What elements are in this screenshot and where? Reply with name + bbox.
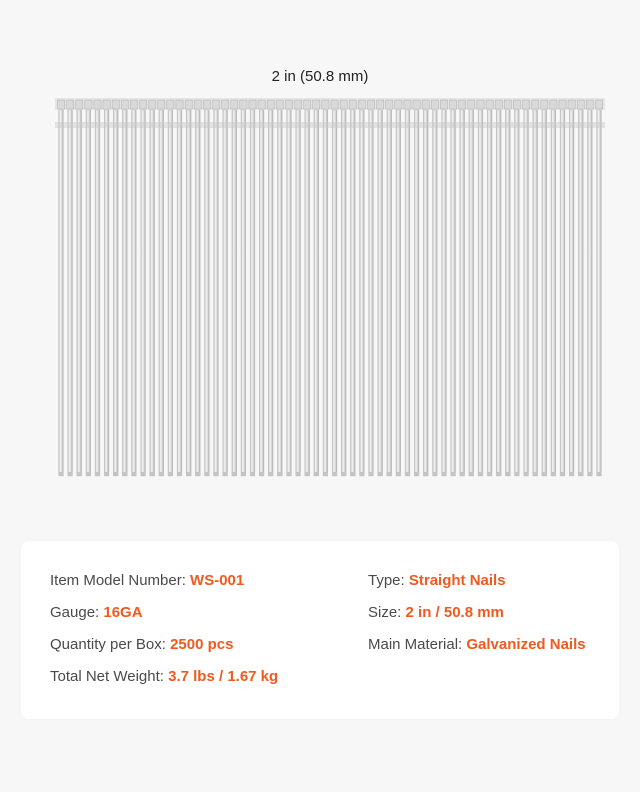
nail-shank <box>68 110 73 476</box>
nail-shank <box>122 110 127 476</box>
nail-head <box>504 100 511 109</box>
nail-shank <box>515 110 520 476</box>
nail-shank <box>305 110 310 476</box>
nail-shank <box>141 110 146 476</box>
nail-tip <box>132 472 137 476</box>
spec-label: Main Material: <box>368 636 467 653</box>
spec-value: 2 in / 50.8 mm <box>405 604 504 621</box>
nail-shank <box>59 110 64 476</box>
nail-tip <box>524 472 529 476</box>
nail-shank <box>205 110 210 476</box>
nail-tip <box>195 472 200 476</box>
nail-tip <box>141 472 146 476</box>
nail-head <box>240 100 247 109</box>
nail-tip <box>332 472 337 476</box>
nail-shank <box>159 110 164 476</box>
nail-tip <box>505 472 510 476</box>
nail-head <box>295 100 302 109</box>
nail-shank <box>487 110 492 476</box>
nail-head <box>258 100 265 109</box>
nail-shank <box>560 110 565 476</box>
nail-tip <box>305 472 310 476</box>
nail-shank <box>405 110 410 476</box>
spec-value: Galvanized Nails <box>466 636 586 653</box>
spec-value: WS-001 <box>190 572 245 589</box>
nail-tip <box>77 472 82 476</box>
nail-head <box>322 100 329 109</box>
nail-head <box>249 100 256 109</box>
nail-tip <box>314 472 319 476</box>
nail-head <box>386 100 393 109</box>
nail-shank <box>86 110 91 476</box>
nail-shank <box>195 110 200 476</box>
nail-head <box>523 100 530 109</box>
nail-shank <box>214 110 219 476</box>
nail-tip <box>268 472 273 476</box>
nail-tip <box>469 472 474 476</box>
spec-value: 16GA <box>103 604 143 621</box>
spec-label: Gauge: <box>50 604 104 621</box>
nail-shank <box>223 110 228 476</box>
nail-head <box>85 100 92 109</box>
nail-tip <box>214 472 219 476</box>
nail-tip <box>205 472 210 476</box>
nail-shank <box>268 110 273 476</box>
nail-head <box>185 100 192 109</box>
nail-tip <box>515 472 520 476</box>
nail-tip <box>378 472 383 476</box>
nail-head <box>121 100 128 109</box>
nail-shank <box>132 110 137 476</box>
nail-head <box>586 100 593 109</box>
nail-shank <box>451 110 456 476</box>
nail-head <box>304 100 311 109</box>
nail-tip <box>551 472 556 476</box>
spec-label: Size: <box>368 604 406 621</box>
nail-head <box>313 100 320 109</box>
nail-shank <box>597 110 602 476</box>
nail-shank <box>433 110 438 476</box>
nail-head <box>140 100 147 109</box>
nail-shank <box>77 110 82 476</box>
nail-head <box>231 100 238 109</box>
nail-shank <box>323 110 328 476</box>
nail-shank <box>277 110 282 476</box>
nail-head <box>222 100 229 109</box>
nail-tip <box>405 472 410 476</box>
nail-head <box>367 100 374 109</box>
nail-shank <box>232 110 237 476</box>
nail-shank <box>186 110 191 476</box>
nail-head <box>285 100 292 109</box>
dimension-label: 2 in (50.8 mm) <box>271 68 369 85</box>
nail-tip <box>150 472 155 476</box>
nail-tip <box>241 472 246 476</box>
nail-head <box>513 100 520 109</box>
nail-tip <box>277 472 282 476</box>
nail-tip <box>259 472 264 476</box>
nail-head <box>276 100 283 109</box>
spec-label: Item Model Number: <box>50 572 191 589</box>
spec-label: Total Net Weight: <box>50 668 169 685</box>
nail-shank <box>296 110 301 476</box>
spec-type <box>368 572 506 589</box>
spec-value: 2500 pcs <box>170 636 234 653</box>
nail-head <box>212 100 219 109</box>
nail-tip <box>387 472 392 476</box>
nail-shank <box>387 110 392 476</box>
nail-tip <box>487 472 492 476</box>
nail-head <box>486 100 493 109</box>
nail-head <box>158 100 165 109</box>
spec-value: 3.7 lbs / 1.67 kg <box>168 668 279 685</box>
nail-strip-image <box>55 96 605 482</box>
nail-shank <box>551 110 556 476</box>
nail-head <box>395 100 402 109</box>
specs-card <box>21 541 619 719</box>
spec-value: Straight Nails <box>408 572 506 589</box>
nail-tip <box>168 472 173 476</box>
nail-tip <box>460 472 465 476</box>
nail-head <box>57 100 64 109</box>
nail-tip <box>442 472 447 476</box>
nail-shank <box>505 110 510 476</box>
nail-head <box>167 100 174 109</box>
nail-tip <box>68 472 73 476</box>
nail-tip <box>560 472 565 476</box>
nail-shank <box>360 110 365 476</box>
nail-shank <box>369 110 374 476</box>
nail-head <box>577 100 584 109</box>
nail-shank <box>414 110 419 476</box>
nail-head <box>349 100 356 109</box>
nail-shank <box>341 110 346 476</box>
spec-label: Type: <box>368 572 409 589</box>
nail-shank <box>496 110 501 476</box>
nail-head <box>176 100 183 109</box>
nail-tip <box>104 472 109 476</box>
nail-tip <box>478 472 483 476</box>
nail-shank <box>314 110 319 476</box>
nail-shank <box>104 110 109 476</box>
nail-tip <box>59 472 64 476</box>
nail-tip <box>159 472 164 476</box>
nail-head <box>541 100 548 109</box>
nail-tip <box>396 472 401 476</box>
nail-head <box>103 100 110 109</box>
nail-tip <box>186 472 191 476</box>
nail-tip <box>177 472 182 476</box>
nail-tip <box>588 472 593 476</box>
nail-tip <box>95 472 100 476</box>
nail-head <box>422 100 429 109</box>
nail-tip <box>451 472 456 476</box>
nail-head <box>76 100 83 109</box>
nail-head <box>568 100 575 109</box>
nail-shank <box>442 110 447 476</box>
nail-shank <box>250 110 255 476</box>
nail-tip <box>423 472 428 476</box>
nail-head <box>532 100 539 109</box>
nail-tip <box>250 472 255 476</box>
nail-tip <box>350 472 355 476</box>
nail-head <box>67 100 74 109</box>
nail-shank <box>524 110 529 476</box>
nail-strip-icon <box>55 96 605 482</box>
nail-head <box>477 100 484 109</box>
nail-tip <box>569 472 574 476</box>
nail-tip <box>369 472 374 476</box>
nail-shank <box>113 110 118 476</box>
nail-head <box>358 100 365 109</box>
spec-label: Quantity per Box: <box>50 636 171 653</box>
nail-shank <box>588 110 593 476</box>
nail-shank <box>569 110 574 476</box>
nail-shank <box>332 110 337 476</box>
nail-shank <box>578 110 583 476</box>
nail-tip <box>433 472 438 476</box>
nail-head <box>413 100 420 109</box>
nail-head <box>203 100 210 109</box>
nail-shank <box>378 110 383 476</box>
nail-tip <box>496 472 501 476</box>
nail-head <box>194 100 201 109</box>
nail-head <box>331 100 338 109</box>
nail-head <box>94 100 101 109</box>
nail-shank <box>396 110 401 476</box>
nail-shank <box>150 110 155 476</box>
nail-head <box>130 100 137 109</box>
nail-shank <box>469 110 474 476</box>
spec-quantity <box>50 636 233 653</box>
nail-head <box>431 100 438 109</box>
nail-tip <box>597 472 602 476</box>
nail-head <box>440 100 447 109</box>
spec-net-weight <box>50 668 278 685</box>
nail-tip <box>232 472 237 476</box>
nail-head <box>550 100 557 109</box>
nail-tip <box>323 472 328 476</box>
nail-tip <box>287 472 292 476</box>
nail-shank <box>460 110 465 476</box>
collation-strip <box>55 122 605 128</box>
spec-size <box>368 604 504 621</box>
nail-head <box>404 100 411 109</box>
nail-shank <box>287 110 292 476</box>
nail-shank <box>350 110 355 476</box>
nail-shank <box>241 110 246 476</box>
nail-tip <box>414 472 419 476</box>
nail-shank <box>95 110 100 476</box>
nail-shank <box>168 110 173 476</box>
nail-tip <box>113 472 118 476</box>
nail-tip <box>533 472 538 476</box>
nail-shank <box>259 110 264 476</box>
nail-tip <box>578 472 583 476</box>
nail-shank <box>478 110 483 476</box>
nail-tip <box>86 472 91 476</box>
nail-head <box>267 100 274 109</box>
nail-head <box>495 100 502 109</box>
nail-shank <box>533 110 538 476</box>
nail-head <box>450 100 457 109</box>
nail-tip <box>360 472 365 476</box>
nail-head <box>377 100 384 109</box>
nail-tip <box>341 472 346 476</box>
nail-head <box>559 100 566 109</box>
nail-tip <box>296 472 301 476</box>
nail-head <box>112 100 119 109</box>
nail-shank <box>177 110 182 476</box>
nail-tip <box>223 472 228 476</box>
nail-head <box>149 100 156 109</box>
nail-head <box>468 100 475 109</box>
nail-shank <box>542 110 547 476</box>
nail-shank <box>423 110 428 476</box>
spec-gauge <box>50 604 143 621</box>
nail-head <box>459 100 466 109</box>
nail-head <box>340 100 347 109</box>
spec-item-model <box>50 572 244 589</box>
nail-tip <box>542 472 547 476</box>
nail-head <box>595 100 602 109</box>
nail-tip <box>122 472 127 476</box>
spec-material <box>368 636 586 653</box>
